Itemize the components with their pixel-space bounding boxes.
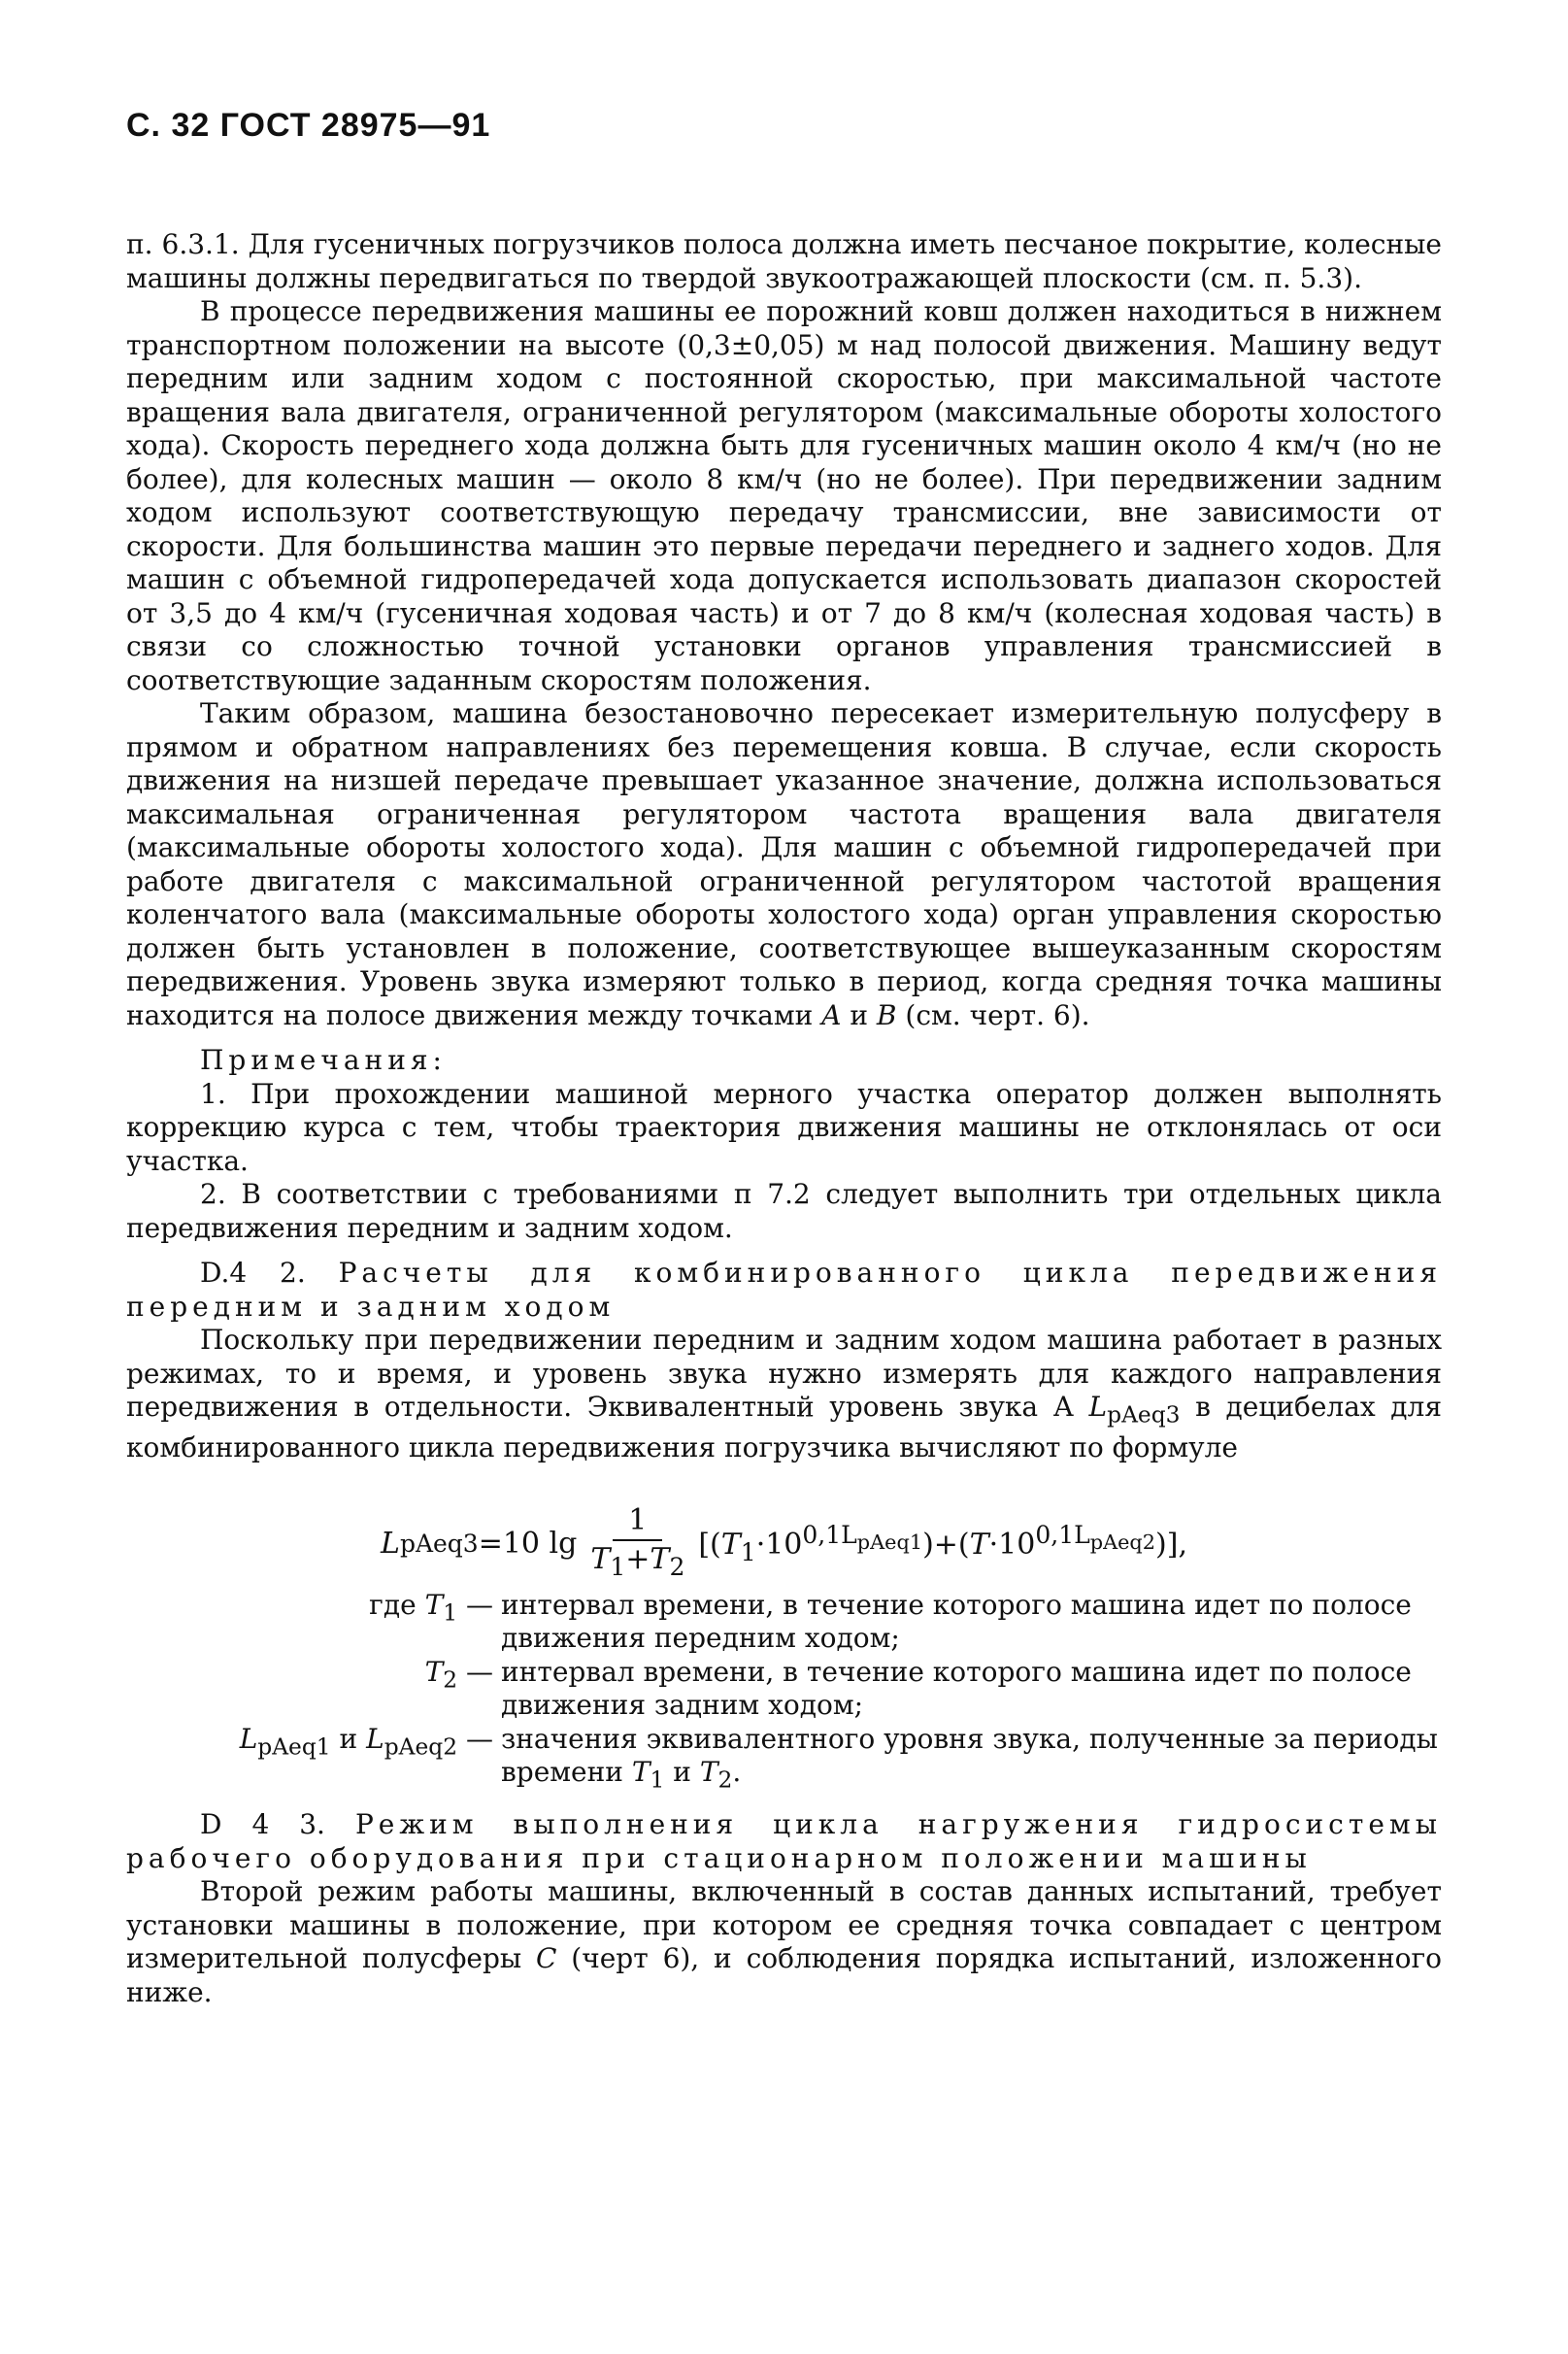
rhs-t1: T — [720, 1527, 741, 1562]
den-plus: + — [625, 1542, 651, 1577]
term-and: и — [330, 1722, 367, 1755]
rhs-open: [( — [698, 1527, 721, 1562]
formula-lhs-subscript: pAeq3 — [399, 1529, 479, 1558]
def-end: . — [732, 1756, 742, 1789]
def-t1: T — [631, 1756, 651, 1789]
equivalent-level-formula — [126, 1504, 1442, 1585]
section-d43-text-end: (черт 6), и соблюдения порядка испытаний, изложенного ниже. — [126, 1942, 1443, 2008]
den-t1-sub: 1 — [610, 1553, 626, 1582]
def-t2: T — [699, 1756, 718, 1789]
rhs-exp1-sub: pAeq1 — [856, 1530, 923, 1554]
section-d42-heading — [126, 1257, 1442, 1324]
section-d43-number: D 4 3. — [200, 1808, 355, 1841]
paragraph-measurement — [126, 697, 1442, 1032]
hemisphere-center-symbol: C — [536, 1942, 557, 1975]
rhs-exp2 — [1035, 1520, 1156, 1554]
section-d42-text-end: в децибелах для комбинированного цикла передвижения погрузчика вычисляют по формуле — [126, 1391, 1442, 1464]
definition-text-levels — [501, 1723, 1442, 1798]
term-prefix: где — [369, 1588, 425, 1621]
rhs-mul1: ·10 — [755, 1527, 803, 1562]
section-d43-title: Режим выполнения цикла нагружения гидросистемы рабочего оборудования при стационарном положении машины — [126, 1808, 1442, 1874]
page-header: С. 32 ГОСТ 28975—91 — [126, 107, 491, 144]
den-t1: T — [590, 1542, 611, 1577]
rhs-t: T — [969, 1527, 989, 1562]
den-t2-sub: 2 — [669, 1553, 685, 1582]
term-dash: — — [457, 1722, 493, 1755]
formula-fraction — [590, 1504, 684, 1585]
paragraph-measurement-text: Таким образом, машина безостановочно пересекает измерительную полусферу в прямом и обратном направлениях без перемещения ковша. В случае, если скорость движения на низшей передаче превышает указанное значение, должна использоваться максимальная ограниченная регулятором частота вращения вала двигателя (максимальные обороты холостого хода). Для машин с объемной гидропередачей при работе двигателя с максимальной ограниченной регулятором частотой вращения коленчатого вала (максимальные обороты холостого хода) орган управления скоростью должен быть установлен в положение, соответствующее вышеуказанным скоростям передвижения. Уровень звука измеряют только в период, когда средняя точка машины находится на полосе движения между точками — [126, 697, 1442, 1031]
rhs-exp2-base: 0,1L — [1035, 1520, 1090, 1549]
rhs-exp1-base: 0,1L — [802, 1520, 857, 1549]
term-subscript: pAeq1 — [257, 1732, 331, 1761]
term-symbol: T — [424, 1588, 444, 1621]
note-1: 1. При прохождении машиной мерного участка оператор должен выполнять коррекцию курса с тем, чтобы траектория движения машины не отклонялась от оси участка. — [126, 1077, 1442, 1177]
definition-term-levels — [126, 1723, 493, 1798]
paragraph-intro: п. 6.3.1. Для гусеничных погрузчиков полоса должна иметь песчаное покрытие, колесные машины должны передвигаться по твердой звукоотражающей плоскости (см. п. 5.3). — [126, 228, 1442, 294]
rhs-mul2: ·10 — [988, 1527, 1036, 1562]
formula-numerator: 1 — [613, 1504, 662, 1542]
definition-term-t1 — [126, 1589, 493, 1656]
term-dash: — — [457, 1655, 493, 1688]
def-text: значения эквивалентного уровня звука, полученные за периоды времени — [501, 1722, 1438, 1789]
section-d42-text — [126, 1324, 1442, 1465]
rhs-close: )], — [1155, 1527, 1187, 1562]
term-symbol: L — [239, 1722, 258, 1755]
section-d43-text — [126, 1875, 1442, 2009]
section-d43-text-start: Второй режим работы машины, включенный в состав данных испытаний, требует установки машины в положение, при котором ее средняя точка совпадает с центром измерительной полусферы — [126, 1875, 1442, 1975]
def-t1-sub: 1 — [650, 1766, 665, 1794]
section-d42-title: Расчеты для комбинированного цикла передвижения передним и задним ходом — [126, 1257, 1442, 1323]
level-symbol: L — [1088, 1391, 1108, 1423]
formula-denominator — [590, 1541, 684, 1585]
term-subscript: 2 — [443, 1665, 458, 1694]
section-d42-number: D.4 2. — [200, 1257, 339, 1289]
rhs-mid: )+( — [922, 1527, 970, 1562]
definition-text-t1: интервал времени, в течение которого машина идет по полосе движения передним ходом; — [501, 1588, 1412, 1655]
formula-lhs: L — [381, 1526, 400, 1561]
level-symbol-subscript: pAeq3 — [1107, 1400, 1181, 1429]
rhs-exp1 — [802, 1520, 923, 1554]
def-t2-sub: 2 — [717, 1766, 733, 1794]
def-and: и — [664, 1756, 700, 1789]
section-d43-heading — [126, 1808, 1442, 1875]
notes-heading: Примечания: — [200, 1044, 447, 1076]
term-symbol-2: L — [366, 1722, 384, 1755]
formula-rhs — [698, 1519, 1187, 1570]
formula-equals: =10 lg — [478, 1526, 578, 1561]
note-2: 2. В соответствии с требованиями п 7.2 следует выполнить три отдельных цикла передвижения передним и задним ходом. — [126, 1178, 1442, 1244]
paragraph-measurement-end: (см. черт. 6). — [896, 998, 1090, 1031]
den-t2: T — [650, 1542, 670, 1577]
point-a-symbol: A — [821, 998, 842, 1031]
term-subscript: 1 — [443, 1598, 458, 1627]
term-symbol: T — [424, 1655, 444, 1688]
rhs-t1-sub: 1 — [740, 1537, 756, 1566]
term-subscript-2: pAeq2 — [384, 1732, 458, 1761]
paragraph-movement: В процессе передвижения машины ее порожний ковш должен находиться в нижнем транспортном положении на высоте (0,3±0,05) м над полосой движения. Машину ведут передним или задним ходом с постоянной скоростью, при максимальной частоте вращения вала двигателя, ограниченной регулятором (максимальные обороты холостого хода). Скорость переднего хода должна быть для гусеничных машин около 4 км/ч (но не более), для колесных машин — около 8 км/ч (но не более). При передвижении задним ходом используют соответствующую передачу трансмиссии, вне зависимости от скорости. Для большинства машин это первые передачи переднего и заднего ходов. Для машин с объемной гидропередачей хода допускается использовать диапазон скоростей от 3,5 до 4 км/ч (гусеничная ходовая часть) и от 7 до 8 км/ч (колесная ходовая часть) в связи со сложностью точной установки органов управления трансмиссией в соответствующие заданным скоростям положения. — [126, 295, 1442, 696]
rhs-exp2-sub: pAeq2 — [1089, 1530, 1156, 1554]
section-d42-text-start: Поскольку при передвижении передним и задним ходом машина работает в разных режимах, то и время, и уровень звука нужно измерять для каждого направления передвижения в отдельности. Эквивалентный уровень звука А — [126, 1324, 1442, 1423]
term-dash: — — [457, 1588, 493, 1621]
document-body — [126, 228, 1442, 2009]
conjunction: и — [841, 998, 877, 1031]
formula-definitions — [126, 1589, 1442, 1798]
definition-term-t2 — [126, 1656, 493, 1723]
definition-text-t2: интервал времени, в течение которого машина идет по полосе движения задним ходом; — [501, 1655, 1412, 1722]
point-b-symbol: B — [876, 998, 897, 1031]
